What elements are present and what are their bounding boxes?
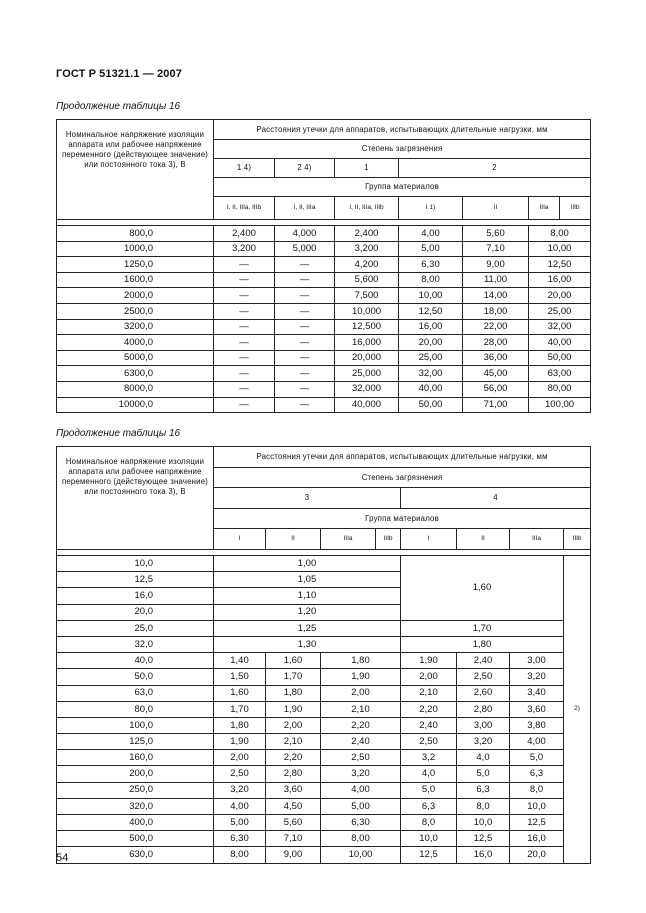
group-cell: I xyxy=(401,529,457,550)
value-cell: 1,70 xyxy=(214,701,266,717)
value-cell: 6,3 xyxy=(510,766,564,782)
table-row xyxy=(57,381,591,397)
value-cell: 1,90 xyxy=(321,669,401,685)
table-row xyxy=(57,319,591,335)
value-cell: — xyxy=(275,397,335,413)
voltage-cell: 10,0 xyxy=(57,556,214,572)
value-cell: 5,000 xyxy=(275,241,335,257)
value-cell: 2,10 xyxy=(266,734,321,750)
value-cell: 3,80 xyxy=(510,717,564,733)
voltage-header: Номинальное напряжение изоляции аппарата или рабочее напряжение переменного (действующее значение) или постоянного тока 3), В xyxy=(57,447,214,550)
distance-header: Расстояния утечки для аппаратов, испытывающих длительные нагрузки, мм xyxy=(214,447,591,468)
table-row xyxy=(57,685,591,701)
value-cell: — xyxy=(275,335,335,351)
voltage-cell: 63,0 xyxy=(57,685,214,701)
value-cell: 80,00 xyxy=(529,381,591,397)
group-cell: I xyxy=(214,529,266,550)
value-cell: 1,05 xyxy=(214,572,401,588)
table-row xyxy=(57,766,591,782)
voltage-cell: 3200,0 xyxy=(57,319,214,335)
value-cell: 1,30 xyxy=(214,636,401,652)
table-row xyxy=(57,653,591,669)
page-number: 54 xyxy=(56,852,69,864)
value-cell: 5,00 xyxy=(321,798,401,814)
value-cell: 63,00 xyxy=(529,366,591,382)
value-cell: 2,50 xyxy=(321,750,401,766)
value-cell: 3,20 xyxy=(214,782,266,798)
value-cell: — xyxy=(275,288,335,304)
group-cell: IIIb xyxy=(376,529,401,550)
value-cell: 20,000 xyxy=(335,350,399,366)
value-cell: 16,0 xyxy=(510,831,564,847)
group-cell: I 1) xyxy=(399,197,463,220)
value-cell: 1,80 xyxy=(401,636,564,652)
value-cell: — xyxy=(275,303,335,319)
value-cell: 40,00 xyxy=(529,335,591,351)
value-cell: — xyxy=(275,350,335,366)
table-row xyxy=(57,734,591,750)
value-cell: 16,0 xyxy=(457,847,510,863)
value-cell: 3,60 xyxy=(510,701,564,717)
value-cell: 6,30 xyxy=(321,815,401,831)
value-cell: 100,00 xyxy=(529,397,591,413)
value-cell: 16,000 xyxy=(335,335,399,351)
group-cell: IIIb xyxy=(560,197,591,220)
voltage-cell: 20,0 xyxy=(57,604,214,620)
value-cell: 2,20 xyxy=(401,701,457,717)
value-cell: 4,00 xyxy=(214,798,266,814)
table-row xyxy=(57,272,591,288)
value-cell: 16,00 xyxy=(399,319,463,335)
material-group-header: Группа материалов xyxy=(214,178,591,197)
voltage-cell: 400,0 xyxy=(57,815,214,831)
value-cell: — xyxy=(214,319,275,335)
voltage-cell: 250,0 xyxy=(57,782,214,798)
value-cell: 2,00 xyxy=(401,669,457,685)
value-cell: 12,50 xyxy=(399,303,463,319)
voltage-cell: 200,0 xyxy=(57,766,214,782)
value-cell: 7,10 xyxy=(266,831,321,847)
degree-cell: 2 xyxy=(399,159,591,178)
value-cell: 6,3 xyxy=(401,798,457,814)
group-cell: IIIa xyxy=(510,529,564,550)
voltage-cell: 16,0 xyxy=(57,588,214,604)
voltage-cell: 500,0 xyxy=(57,831,214,847)
value-cell: 45,00 xyxy=(463,366,529,382)
footnote-cell: 2) xyxy=(564,556,591,864)
value-cell: 1,80 xyxy=(214,717,266,733)
value-cell: 8,0 xyxy=(457,798,510,814)
value-cell: 11,00 xyxy=(463,272,529,288)
value-cell: 1,60 xyxy=(266,653,321,669)
value-cell: 5,00 xyxy=(399,241,463,257)
material-group-header: Группа материалов xyxy=(214,509,591,529)
value-cell: 20,0 xyxy=(510,847,564,863)
value-cell: 3,20 xyxy=(457,734,510,750)
value-cell: 1,60 xyxy=(401,556,564,621)
value-cell: 25,000 xyxy=(335,366,399,382)
value-cell: 12,5 xyxy=(457,831,510,847)
value-cell: 4,0 xyxy=(401,766,457,782)
value-cell: 50,00 xyxy=(529,350,591,366)
voltage-cell: 6300,0 xyxy=(57,366,214,382)
value-cell: 1,90 xyxy=(401,653,457,669)
degree-cell: 2 4) xyxy=(275,159,335,178)
value-cell: 20,00 xyxy=(399,335,463,351)
value-cell: 2,10 xyxy=(321,701,401,717)
group-cell: IIIb xyxy=(564,529,591,550)
group-cell: IIIa xyxy=(321,529,376,550)
value-cell: 8,00 xyxy=(214,847,266,863)
value-cell: — xyxy=(275,257,335,273)
table-row xyxy=(57,701,591,717)
voltage-cell: 2000,0 xyxy=(57,288,214,304)
table2-body xyxy=(57,556,591,864)
table1-body xyxy=(57,226,591,413)
table-row xyxy=(57,226,591,242)
group-cell: II xyxy=(457,529,510,550)
value-cell: — xyxy=(275,381,335,397)
value-cell: 14,00 xyxy=(463,288,529,304)
value-cell: 5,0 xyxy=(401,782,457,798)
value-cell: 4,00 xyxy=(399,226,463,242)
voltage-cell: 12,5 xyxy=(57,572,214,588)
voltage-cell: 1000,0 xyxy=(57,241,214,257)
table-row xyxy=(57,350,591,366)
voltage-cell: 320,0 xyxy=(57,798,214,814)
table-row xyxy=(57,782,591,798)
value-cell: 25,00 xyxy=(529,303,591,319)
voltage-cell: 32,0 xyxy=(57,636,214,652)
value-cell: 2,80 xyxy=(457,701,510,717)
value-cell: 36,00 xyxy=(463,350,529,366)
value-cell: 4,200 xyxy=(335,257,399,273)
value-cell: 1,90 xyxy=(266,701,321,717)
value-cell: 32,00 xyxy=(529,319,591,335)
value-cell: 40,000 xyxy=(335,397,399,413)
value-cell: 10,00 xyxy=(321,847,401,863)
table-row xyxy=(57,303,591,319)
value-cell: 9,00 xyxy=(266,847,321,863)
value-cell: 2,40 xyxy=(401,717,457,733)
table2-caption: Продолжение таблицы 16 xyxy=(56,428,181,439)
table-row xyxy=(57,636,591,652)
value-cell: 3,20 xyxy=(510,669,564,685)
value-cell: 25,00 xyxy=(399,350,463,366)
value-cell: 7,500 xyxy=(335,288,399,304)
value-cell: 16,00 xyxy=(529,272,591,288)
table-row xyxy=(57,366,591,382)
value-cell: 7,10 xyxy=(463,241,529,257)
table-row xyxy=(57,556,591,572)
pollution-degree-header: Степень загрязнения xyxy=(214,468,591,488)
value-cell: 1,10 xyxy=(214,588,401,604)
voltage-cell: 40,0 xyxy=(57,653,214,669)
value-cell: 2,10 xyxy=(401,685,457,701)
value-cell: 50,00 xyxy=(399,397,463,413)
value-cell: 6,30 xyxy=(399,257,463,273)
value-cell: 5,0 xyxy=(510,750,564,766)
value-cell: — xyxy=(214,397,275,413)
pollution-degree-header: Степень загрязнения xyxy=(214,140,591,159)
value-cell: 3,40 xyxy=(510,685,564,701)
value-cell: 1,80 xyxy=(266,685,321,701)
table-row xyxy=(57,798,591,814)
group-cell: I, II, IIIa xyxy=(275,197,335,220)
table-row xyxy=(57,335,591,351)
value-cell: 2,00 xyxy=(266,717,321,733)
value-cell: 6,30 xyxy=(214,831,266,847)
value-cell: 2,50 xyxy=(401,734,457,750)
value-cell: 12,5 xyxy=(401,847,457,863)
value-cell: 4,0 xyxy=(457,750,510,766)
value-cell: 1,25 xyxy=(214,620,401,636)
value-cell: — xyxy=(214,257,275,273)
value-cell: — xyxy=(275,272,335,288)
value-cell: 4,00 xyxy=(510,734,564,750)
value-cell: 8,00 xyxy=(529,226,591,242)
voltage-cell: 8000,0 xyxy=(57,381,214,397)
table-row xyxy=(57,257,591,273)
value-cell: 9,00 xyxy=(463,257,529,273)
value-cell: 5,60 xyxy=(463,226,529,242)
group-cell: I, II, IIIa, IIIb xyxy=(335,197,399,220)
table-row xyxy=(57,241,591,257)
value-cell: 3,00 xyxy=(457,717,510,733)
value-cell: — xyxy=(214,272,275,288)
voltage-header: Номинальное напряжение изоляции аппарата или рабочее напряжение переменного (действующее значение) или постоянного тока 3), В xyxy=(57,120,214,220)
value-cell: 4,00 xyxy=(321,782,401,798)
value-cell: 2,40 xyxy=(321,734,401,750)
group-cell: I, II, IIIa, IIIb xyxy=(214,197,275,220)
value-cell: 10,0 xyxy=(457,815,510,831)
value-cell: 22,00 xyxy=(463,319,529,335)
value-cell: 10,00 xyxy=(399,288,463,304)
value-cell: 28,00 xyxy=(463,335,529,351)
degree-cell: 1 4) xyxy=(214,159,275,178)
table-row xyxy=(57,750,591,766)
value-cell: 5,00 xyxy=(214,815,266,831)
value-cell: 4,000 xyxy=(275,226,335,242)
voltage-cell: 630,0 xyxy=(57,847,214,863)
value-cell: 5,60 xyxy=(266,815,321,831)
value-cell: 2,00 xyxy=(321,685,401,701)
table-row xyxy=(57,620,591,636)
value-cell: 8,0 xyxy=(401,815,457,831)
value-cell: 2,20 xyxy=(266,750,321,766)
table-row xyxy=(57,831,591,847)
value-cell: 20,00 xyxy=(529,288,591,304)
value-cell: 10,00 xyxy=(529,241,591,257)
voltage-cell: 800,0 xyxy=(57,226,214,242)
voltage-cell: 4000,0 xyxy=(57,335,214,351)
value-cell: — xyxy=(214,303,275,319)
group-cell: II xyxy=(266,529,321,550)
creepage-table-2 xyxy=(56,446,591,864)
value-cell: 71,00 xyxy=(463,397,529,413)
value-cell: 10,0 xyxy=(510,798,564,814)
value-cell: 12,5 xyxy=(510,815,564,831)
group-cell: IIIa xyxy=(529,197,560,220)
value-cell: 1,00 xyxy=(214,556,401,572)
value-cell: 3,60 xyxy=(266,782,321,798)
value-cell: 1,50 xyxy=(214,669,266,685)
voltage-cell: 80,0 xyxy=(57,701,214,717)
voltage-cell: 1600,0 xyxy=(57,272,214,288)
table-row xyxy=(57,717,591,733)
degree-cell: 1 xyxy=(335,159,399,178)
value-cell: 2,50 xyxy=(457,669,510,685)
value-cell: 3,200 xyxy=(214,241,275,257)
voltage-cell: 50,0 xyxy=(57,669,214,685)
value-cell: 5,0 xyxy=(457,766,510,782)
table-row xyxy=(57,397,591,413)
value-cell: 2,20 xyxy=(321,717,401,733)
table1-caption: Продолжение таблицы 16 xyxy=(56,101,181,112)
value-cell: 1,20 xyxy=(214,604,401,620)
voltage-cell: 100,0 xyxy=(57,717,214,733)
value-cell: 2,80 xyxy=(266,766,321,782)
creepage-table-1 xyxy=(56,119,591,413)
value-cell: 2,50 xyxy=(214,766,266,782)
degree-cell: 4 xyxy=(401,488,591,509)
value-cell: 2,400 xyxy=(214,226,275,242)
table-row xyxy=(57,288,591,304)
voltage-cell: 10000,0 xyxy=(57,397,214,413)
value-cell: 8,00 xyxy=(321,831,401,847)
value-cell: 1,70 xyxy=(266,669,321,685)
table-row xyxy=(57,815,591,831)
voltage-cell: 125,0 xyxy=(57,734,214,750)
value-cell: 1,40 xyxy=(214,653,266,669)
value-cell: 12,50 xyxy=(529,257,591,273)
table-row xyxy=(57,669,591,685)
value-cell: 1,60 xyxy=(214,685,266,701)
value-cell: — xyxy=(275,366,335,382)
group-cell: II xyxy=(463,197,529,220)
voltage-cell: 2500,0 xyxy=(57,303,214,319)
value-cell: 5,600 xyxy=(335,272,399,288)
value-cell: — xyxy=(214,335,275,351)
value-cell: 4,50 xyxy=(266,798,321,814)
table-row xyxy=(57,847,591,863)
value-cell: 3,2 xyxy=(401,750,457,766)
document-header: ГОСТ Р 51321.1 — 2007 xyxy=(56,68,182,80)
value-cell: 1,70 xyxy=(401,620,564,636)
degree-cell: 3 xyxy=(214,488,401,509)
value-cell: 10,000 xyxy=(335,303,399,319)
value-cell: 10,0 xyxy=(401,831,457,847)
value-cell: 8,0 xyxy=(510,782,564,798)
value-cell: — xyxy=(214,288,275,304)
value-cell: — xyxy=(214,366,275,382)
value-cell: 18,00 xyxy=(463,303,529,319)
value-cell: 12,500 xyxy=(335,319,399,335)
voltage-cell: 5000,0 xyxy=(57,350,214,366)
value-cell: 2,400 xyxy=(335,226,399,242)
value-cell: 2,00 xyxy=(214,750,266,766)
voltage-cell: 1250,0 xyxy=(57,257,214,273)
value-cell: 32,00 xyxy=(399,366,463,382)
value-cell: 3,20 xyxy=(321,766,401,782)
value-cell: — xyxy=(214,381,275,397)
value-cell: — xyxy=(214,350,275,366)
value-cell: 2,40 xyxy=(457,653,510,669)
value-cell: 2,60 xyxy=(457,685,510,701)
value-cell: 40,00 xyxy=(399,381,463,397)
voltage-cell: 25,0 xyxy=(57,620,214,636)
value-cell: 32,000 xyxy=(335,381,399,397)
voltage-cell: 160,0 xyxy=(57,750,214,766)
value-cell: 1,80 xyxy=(321,653,401,669)
value-cell: 1,90 xyxy=(214,734,266,750)
value-cell: — xyxy=(275,319,335,335)
value-cell: 3,200 xyxy=(335,241,399,257)
distance-header: Расстояния утечки для аппаратов, испытывающих длительные нагрузки, мм xyxy=(214,120,591,140)
value-cell: 56,00 xyxy=(463,381,529,397)
value-cell: 8,00 xyxy=(399,272,463,288)
value-cell: 3,00 xyxy=(510,653,564,669)
value-cell: 6,3 xyxy=(457,782,510,798)
